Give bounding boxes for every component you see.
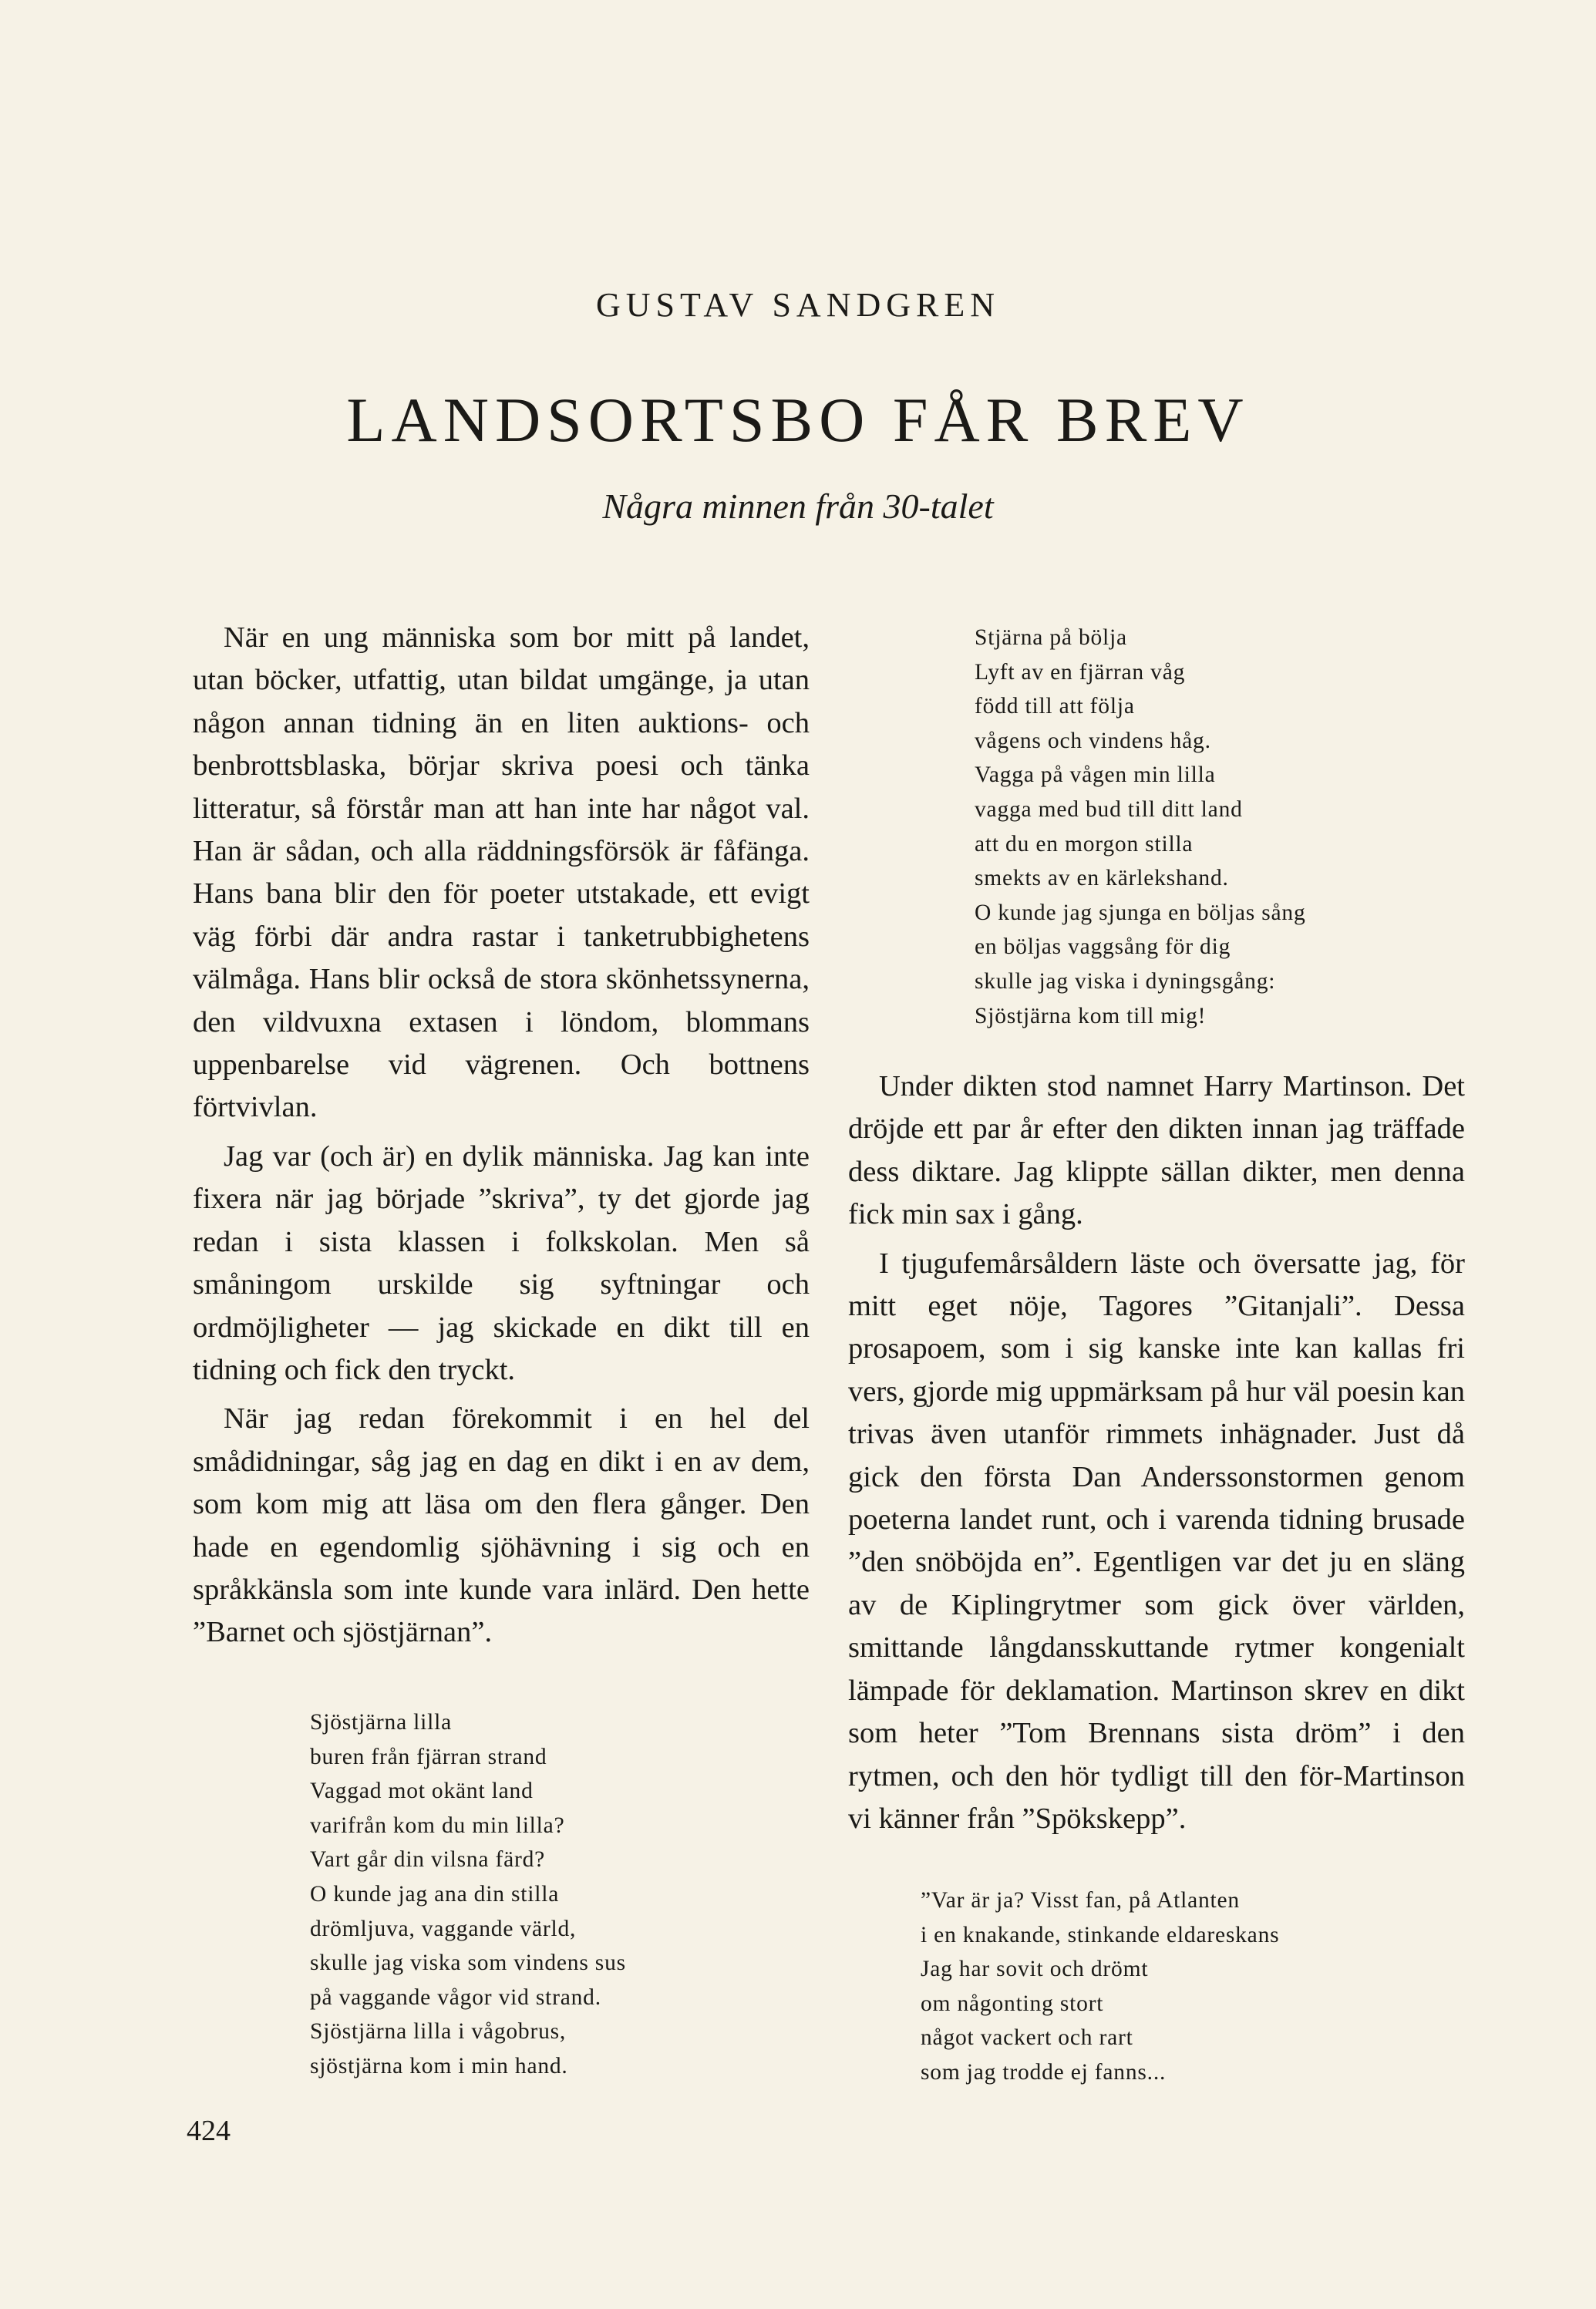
paragraph: I tjugufemårsåldern läste och översatte jag, för mitt eget nöje, Tagores ”Gitanjali”. Dessa prosapoem, som i sig kanske inte kan kallas fri vers, gjorde mig uppmärksam på hur väl poesin kan trivas även utanför rimmets inhägnader. Just då gick den första Dan Anderssonstormen genom poeterna landet runt, och i varenda tidning brusade ”den snöböjda en”. Egentligen var det ju en släng av de Kiplingrytmer som gick över världen, smittande långdansskuttande rytmer kongenialt lämpade för deklamation. Martinson skrev en dikt som heter ”Tom Brennans sista dröm” i den rytmen, och den hör tydligt till den för-Martinson vi känner från ”Spökskepp”. [848,1247,1465,1835]
poem-line: drömljuva, vaggande värld, [310,1916,577,1941]
poem-var-ar-ja [921,1883,1279,2090]
right-column [848,1065,1465,1840]
page-number: 424 [187,2115,231,2147]
author-name: GUSTAV SANDGREN [595,286,1001,324]
poem-line: skulle jag viska i dyningsgång: [975,968,1276,994]
paragraph: Jag var (och är) en dylik människa. Jag kan inte fixera när jag började ”skriva”, ty det gjorde jag redan i sista klassen i folkskolan. Men så småningom urskilde sig syftningar och ordmöjligheter — jag skickade en dikt till en tidning och fick den tryckt. [193,1139,810,1386]
left-column [193,617,810,1654]
poem-line: i en knakande, stinkande eldareskans [921,1922,1280,1947]
poem-line: varifrån kom du min lilla? [310,1813,565,1838]
poem-line: buren från fjärran strand [310,1744,547,1769]
poem-sjostjarna-lilla [310,1705,626,2084]
poem-line: ”Var är ja? Visst fan, på Atlanten [921,1888,1240,1913]
poem-line: Vaggad mot okänt land [310,1779,534,1804]
poem-stjarna-pa-bolja [975,621,1306,1033]
poem-line: född till att följa [975,694,1135,719]
poem-line: O kunde jag ana din stilla [310,1881,560,1907]
poem-line: Vagga på vågen min lilla [975,762,1216,788]
poem-line: Stjärna på bölja [975,625,1127,650]
poem-line: Vart går din vilsna färd? [310,1847,546,1873]
article-title: LANDSORTSBO FÅR BREV [346,385,1250,455]
paragraph: När jag redan förekommit i en hel del smådidningar, såg jag en dag en dikt i en av dem, som kom mig att läsa om den flera gånger. Den hade en egendomlig sjöhävning i sig och en språkkänsla som inte kunde vara inlärd. Den hette ”Barnet och sjöstjärnan”. [193,1402,810,1649]
paragraph: När en ung människa som bor mitt på landet, utan böcker, utfattig, utan bildat umgänge, ja utan någon annan tidning än en liten auktions- och benbrottsblaska, börjar skriva poesi och tänka litteratur, så förstår man att han inte har något val. Han är sådan, och alla räddningsförsök är fåfänga. Hans bana blir den för poeter utstakade, ett evigt väg förbi där andra rastar i tanketrubbighetens välmåga. Hans blir också de stora skönhetssynerna, den vildvuxna extasen i löndom, blommans uppenbarelse vid vägrenen. Och bottnens förtvivlan. [193,621,810,1124]
poem-line: Jag har sovit och drömt [921,1957,1149,1982]
poem-line: Sjöstjärna lilla [310,1710,453,1735]
poem-line: Sjöstjärna lilla i vågobrus, [310,2019,567,2045]
poem-line: O kunde jag sjunga en böljas sång [975,900,1306,925]
poem-line: sjöstjärna kom i min hand. [310,2053,568,2078]
poem-line: en böljas vaggsång för dig [975,934,1231,960]
poem-line: som jag trodde ej fanns... [921,2059,1167,2085]
poem-line: smekts av en kärlekshand. [975,866,1229,891]
article-subtitle: Några minnen från 30-talet [602,486,994,526]
poem-line: något vackert och rart [921,2025,1133,2051]
paragraph: Under dikten stod namnet Harry Martinson. Det dröjde ett par år efter den dikten innan jag träffade dess diktare. Jag klippte sällan dikter, men denna fick min sax i gång. [848,1070,1465,1231]
poem-line: på vaggande vågor vid strand. [310,1984,601,2010]
poem-line: Sjöstjärna kom till mig! [975,1003,1207,1028]
poem-line: om någonting stort [921,1991,1104,2016]
poem-line: vågens och vindens håg. [975,728,1211,753]
poem-line: Lyft av en fjärran våg [975,659,1186,685]
poem-line: vagga med bud till ditt land [975,796,1243,822]
poem-line: skulle jag viska som vindens sus [310,1951,626,1976]
poem-line: att du en morgon stilla [975,831,1194,857]
